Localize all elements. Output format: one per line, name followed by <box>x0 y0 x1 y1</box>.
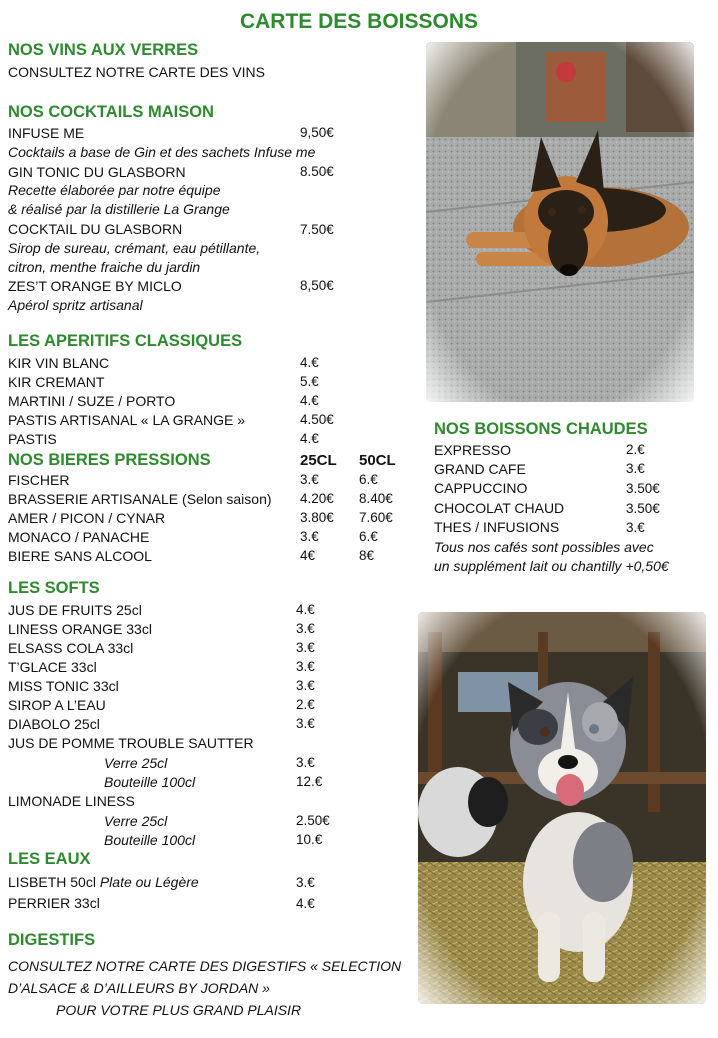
bieres-col-50cl: 50CL <box>359 452 396 469</box>
biere-name: FISCHER <box>8 472 70 488</box>
aperitif-price: 4.€ <box>300 355 319 370</box>
biere-price-50: 8.40€ <box>359 491 393 506</box>
digestifs-line: D’ALSACE & D’AILLEURS BY JORDAN » <box>8 980 270 996</box>
soft-name: LINESS ORANGE 33cl <box>8 621 152 637</box>
german-shepherd-illustration <box>426 42 694 402</box>
soft-name: SIROP A L’EAU <box>8 697 106 713</box>
cocktail-name: COCKTAIL DU GLASBORN <box>8 221 183 237</box>
heading-eaux: LES EAUX <box>8 850 91 868</box>
soft-name: LIMONADE LINESS <box>8 793 135 809</box>
eau-price: 4.€ <box>296 896 315 911</box>
soft-price: 4.€ <box>296 602 315 617</box>
chaude-price: 3.€ <box>626 520 645 535</box>
cocktail-desc: Apérol spritz artisanal <box>8 297 143 313</box>
biere-price-25: 3.€ <box>300 472 319 487</box>
aperitif-name: MARTINI / SUZE / PORTO <box>8 393 176 409</box>
soft-price: 10.€ <box>296 832 323 847</box>
eau-price: 3.€ <box>296 875 315 890</box>
biere-name: BIERE SANS ALCOOL <box>8 548 152 564</box>
eau-extra: Plate ou Légère <box>99 874 199 890</box>
soft-name: DIABOLO 25cl <box>8 716 100 732</box>
chaudes-note: Tous nos cafés sont possibles avec <box>434 539 654 555</box>
biere-name: BRASSERIE ARTISANALE (Selon saison) <box>8 491 272 507</box>
cocktail-desc: Sirop de sureau, crémant, eau pétillante, <box>8 240 261 256</box>
heading-vins: NOS VINS AUX VERRES <box>8 41 199 59</box>
heading-aperitifs: LES APERITIFS CLASSIQUES <box>8 332 243 350</box>
aperitif-price: 4.€ <box>300 431 319 446</box>
aperitif-price: 5.€ <box>300 374 319 389</box>
cocktail-price: 8.50€ <box>300 164 334 179</box>
eau-name <box>8 873 199 891</box>
aperitif-name: KIR CREMANT <box>8 374 105 390</box>
soft-subitem: Verre 25cl <box>104 755 168 771</box>
page-title: CARTE DES BOISSONS <box>239 10 479 33</box>
soft-price: 3.€ <box>296 755 315 770</box>
cocktail-desc: Cocktails a base de Gin et des sachets Infuse me <box>8 144 316 160</box>
cocktail-name: ZES’T ORANGE BY MICLO <box>8 278 182 294</box>
chaude-name: CHOCOLAT CHAUD <box>434 500 565 516</box>
australian-shepherd-illustration <box>418 612 706 1004</box>
heading-softs: LES SOFTS <box>8 579 100 597</box>
cocktail-desc: citron, menthe fraiche du jardin <box>8 259 201 275</box>
heading-bieres: NOS BIERES PRESSIONS <box>8 451 211 469</box>
australian-shepherd-photo <box>418 612 706 1004</box>
digestifs-line: POUR VOTRE PLUS GRAND PLAISIR <box>56 1002 302 1018</box>
heading-cocktails: NOS COCKTAILS MAISON <box>8 103 214 121</box>
eau-name-text: LISBETH 50cl <box>8 874 96 890</box>
cocktail-name: INFUSE ME <box>8 125 85 141</box>
chaude-price: 2.€ <box>626 442 645 457</box>
soft-price: 3.€ <box>296 621 315 636</box>
soft-price: 3.€ <box>296 640 315 655</box>
soft-name: JUS DE POMME TROUBLE SAUTTER <box>8 735 254 751</box>
biere-price-50: 6.€ <box>359 472 378 487</box>
bieres-col-25cl: 25CL <box>300 452 337 469</box>
chaude-price: 3.50€ <box>626 501 660 516</box>
soft-name: MISS TONIC 33cl <box>8 678 119 694</box>
german-shepherd-photo <box>426 42 694 402</box>
chaude-name: THES / INFUSIONS <box>434 519 560 535</box>
soft-subitem: Bouteille 100cl <box>104 832 196 848</box>
heading-digestifs: DIGESTIFS <box>8 931 96 949</box>
biere-price-50: 7.60€ <box>359 510 393 525</box>
heading-chaudes: NOS BOISSONS CHAUDES <box>434 420 648 438</box>
soft-subitem: Bouteille 100cl <box>104 774 196 790</box>
chaude-price: 3.€ <box>626 461 645 476</box>
soft-subitem: Verre 25cl <box>104 813 168 829</box>
soft-price: 3.€ <box>296 716 315 731</box>
cocktail-desc: Recette élaborée par notre équipe <box>8 182 221 198</box>
chaudes-note: un supplément lait ou chantilly +0,50€ <box>434 558 669 574</box>
aperitif-price: 4.€ <box>300 393 319 408</box>
cocktail-name: GIN TONIC DU GLASBORN <box>8 164 186 180</box>
soft-price: 2.€ <box>296 697 315 712</box>
soft-price: 2.50€ <box>296 813 330 828</box>
biere-price-25: 4€ <box>300 548 316 563</box>
biere-price-25: 3.80€ <box>300 510 334 525</box>
biere-price-25: 4.20€ <box>300 491 334 506</box>
soft-name: ELSASS COLA 33cl <box>8 640 134 656</box>
cocktail-price: 8,50€ <box>300 278 334 293</box>
biere-name: AMER / PICON / CYNAR <box>8 510 166 526</box>
chaude-name: GRAND CAFE <box>434 461 526 477</box>
biere-price-50: 6.€ <box>359 529 378 544</box>
soft-price: 3.€ <box>296 678 315 693</box>
soft-price: 12.€ <box>296 774 323 789</box>
biere-price-25: 3.€ <box>300 529 319 544</box>
soft-name: JUS DE FRUITS 25cl <box>8 602 142 618</box>
eau-name: PERRIER 33cl <box>8 895 100 911</box>
aperitif-name: KIR VIN BLANC <box>8 355 110 371</box>
cocktail-price: 7.50€ <box>300 222 334 237</box>
aperitif-name: PASTIS <box>8 431 57 447</box>
biere-price-50: 8€ <box>359 548 375 563</box>
chaude-name: CAPPUCCINO <box>434 480 528 496</box>
soft-name: T’GLACE 33cl <box>8 659 97 675</box>
digestifs-line: CONSULTEZ NOTRE CARTE DES DIGESTIFS « SELECTION <box>8 958 402 974</box>
chaude-name: EXPRESSO <box>434 442 512 458</box>
soft-price: 3.€ <box>296 659 315 674</box>
biere-name: MONACO / PANACHE <box>8 529 150 545</box>
cocktail-price: 9,50€ <box>300 125 334 140</box>
aperitif-name: PASTIS ARTISANAL « LA GRANGE » <box>8 412 246 428</box>
vins-note: CONSULTEZ NOTRE CARTE DES VINS <box>8 64 265 80</box>
chaude-price: 3.50€ <box>626 481 660 496</box>
aperitif-price: 4.50€ <box>300 412 334 427</box>
cocktail-desc: & réalisé par la distillerie La Grange <box>8 201 230 217</box>
